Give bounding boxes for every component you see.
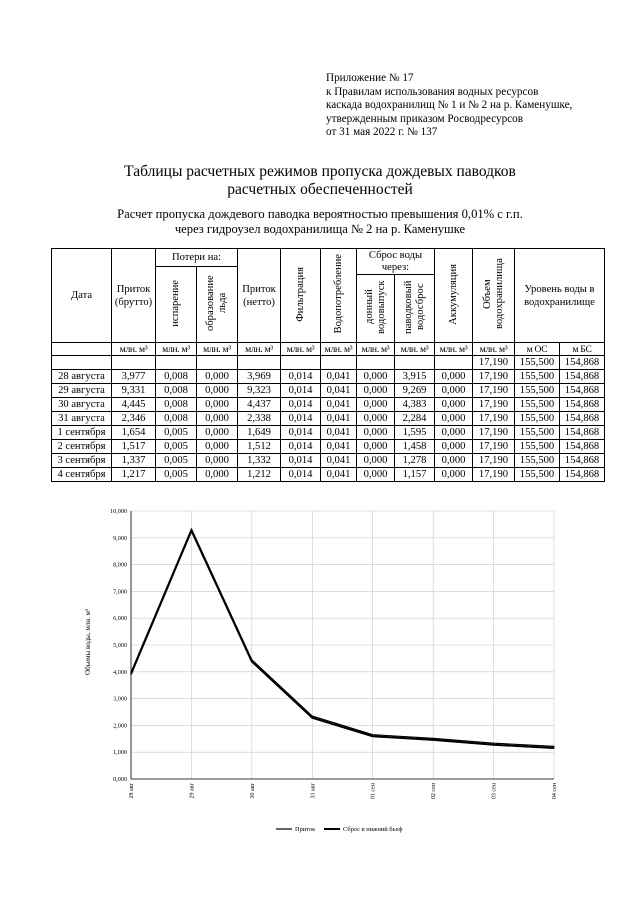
row-value-cell: 0,000 <box>357 412 395 426</box>
data-point <box>553 746 554 747</box>
row-value-cell: 155,500 <box>515 468 560 482</box>
unit-cell: млн. м³ <box>238 343 281 356</box>
table-row <box>52 440 605 454</box>
row-value-cell: 1,157 <box>395 468 435 482</box>
unit-cell: млн. м³ <box>197 343 238 356</box>
row-value-cell: 0,000 <box>435 426 473 440</box>
row-value-cell: 4,437 <box>238 398 281 412</box>
chart-grid <box>131 511 554 779</box>
chart-axes <box>110 508 558 799</box>
data-point <box>493 743 494 744</box>
row-value-cell: 0,000 <box>357 384 395 398</box>
row-value-cell: 0,005 <box>156 440 197 454</box>
flood-table <box>51 248 605 482</box>
row-value-cell: 0,000 <box>435 468 473 482</box>
row-value-cell: 1,212 <box>238 468 281 482</box>
row-value-cell: 0,014 <box>281 440 321 454</box>
row-value-cell: 155,500 <box>515 440 560 454</box>
row-value-cell: 154,868 <box>560 412 605 426</box>
row-value-cell: 0,041 <box>321 384 357 398</box>
row-value-cell: 0,041 <box>321 454 357 468</box>
row-value-cell: 0,014 <box>281 426 321 440</box>
row-value-cell: 155,500 <box>515 384 560 398</box>
row-value-cell: 0,041 <box>321 468 357 482</box>
unit-cell: млн. м³ <box>435 343 473 356</box>
row-value-cell: 155,500 <box>515 426 560 440</box>
y-tick-label: 6,000 <box>113 615 127 623</box>
unit-cell: млн. м³ <box>473 343 515 356</box>
row-value-cell: 0,008 <box>156 370 197 384</box>
row-value-cell: 0,000 <box>435 412 473 426</box>
row-value-cell: 154,868 <box>560 426 605 440</box>
row-value-cell: 0,000 <box>357 468 395 482</box>
appendix-line: каскада водохранилищ № 1 и № 2 на р. Каменушке, <box>326 99 573 112</box>
row-date-cell: 1 сентября <box>52 426 112 440</box>
row-value-cell: 154,868 <box>560 398 605 412</box>
appendix-note <box>326 72 626 140</box>
header-evaporation <box>156 267 197 343</box>
header-level: Уровень воды в водохранилище <box>515 249 605 343</box>
series-line-discharge <box>131 531 554 748</box>
x-tick-label: 31 авг <box>310 783 317 799</box>
y-tick-label: 2,000 <box>113 722 127 730</box>
row-value-cell: 0,000 <box>357 370 395 384</box>
row-value-cell: 9,323 <box>238 384 281 398</box>
row-value-cell: 0,041 <box>321 440 357 454</box>
row-date-cell: 31 августа <box>52 412 112 426</box>
row-value-cell: 0,008 <box>156 398 197 412</box>
appendix-line: Приложение № 17 <box>326 72 414 84</box>
header-evaporation-label: испарение <box>170 279 181 327</box>
header-bottom-outlet <box>357 275 395 343</box>
data-point <box>130 673 131 674</box>
row-value-cell: 0,000 <box>435 398 473 412</box>
row-value-cell: 0,041 <box>321 426 357 440</box>
row-value-cell: 155,500 <box>515 370 560 384</box>
row-value-cell: 0,014 <box>281 370 321 384</box>
row-value-cell: 0,000 <box>435 370 473 384</box>
header-filtration <box>281 249 321 343</box>
row-value-cell: 1,458 <box>395 440 435 454</box>
row-value-cell: 17,190 <box>473 426 515 440</box>
x-tick-label: 04 сен <box>552 783 558 800</box>
row-value-cell: 2,346 <box>112 412 156 426</box>
row-value-cell: 0,005 <box>156 426 197 440</box>
chart-legend <box>276 826 403 833</box>
header-volume <box>473 249 515 343</box>
data-point <box>251 661 252 662</box>
row-value-cell: 1,278 <box>395 454 435 468</box>
unit-cell: млн. м³ <box>281 343 321 356</box>
row-value-cell: 154,868 <box>560 384 605 398</box>
table-caption <box>0 207 640 237</box>
row-value-cell: 3,915 <box>395 370 435 384</box>
row-value-cell: 2,284 <box>395 412 435 426</box>
row-value-cell: 1,654 <box>112 426 156 440</box>
row-value-cell: 154,868 <box>560 468 605 482</box>
table-body <box>52 370 605 482</box>
row-value-cell: 1,595 <box>395 426 435 440</box>
row-value-cell: 17,190 <box>473 384 515 398</box>
initial-level-os: 155,500 <box>515 356 560 370</box>
row-date-cell: 30 августа <box>52 398 112 412</box>
row-value-cell: 17,190 <box>473 398 515 412</box>
y-tick-label: 7,000 <box>113 588 127 596</box>
x-tick-label: 30 авг <box>249 783 256 799</box>
data-point <box>433 739 434 740</box>
row-date-cell: 29 августа <box>52 384 112 398</box>
row-value-cell: 1,217 <box>112 468 156 482</box>
row-value-cell: 0,005 <box>156 454 197 468</box>
y-tick-label: 1,000 <box>113 749 127 757</box>
header-discharge: Сброс воды через: <box>357 249 435 275</box>
row-value-cell: 17,190 <box>473 440 515 454</box>
y-tick-label: 4,000 <box>113 668 127 676</box>
row-value-cell: 0,000 <box>357 426 395 440</box>
legend-label: Сброс в нижний бьеф <box>343 826 403 833</box>
unit-cell: млн. м³ <box>357 343 395 356</box>
row-value-cell: 17,190 <box>473 370 515 384</box>
flood-chart <box>84 500 566 840</box>
unit-cell: млн. м³ <box>321 343 357 356</box>
unit-cell: млн. м³ <box>395 343 435 356</box>
row-value-cell: 17,190 <box>473 412 515 426</box>
row-value-cell: 0,000 <box>435 384 473 398</box>
row-value-cell: 154,868 <box>560 440 605 454</box>
document-title-line1: Таблицы расчетных режимов пропуска дождевых паводков <box>124 163 516 180</box>
row-date-cell: 28 августа <box>52 370 112 384</box>
initial-volume: 17,190 <box>473 356 515 370</box>
header-spillway <box>395 275 435 343</box>
row-value-cell: 0,041 <box>321 398 357 412</box>
header-consumption <box>321 249 357 343</box>
row-value-cell: 0,000 <box>197 440 238 454</box>
header-spillway-label: паводковый водосброс <box>402 280 426 334</box>
row-value-cell: 0,041 <box>321 412 357 426</box>
table-row <box>52 426 605 440</box>
y-tick-label: 5,000 <box>113 642 127 649</box>
table-row <box>52 454 605 468</box>
y-tick-label: 0,000 <box>113 776 127 783</box>
row-value-cell: 154,868 <box>560 454 605 468</box>
series-line-inflow <box>131 529 554 746</box>
data-point <box>553 747 554 748</box>
x-tick-label: 03 сен <box>491 783 498 800</box>
initial-level-bs: 154,868 <box>560 356 605 370</box>
table-row <box>52 412 605 426</box>
y-axis-label: Объемы воды, млн. м³ <box>84 608 92 676</box>
header-consumption-label: Водопотребление <box>332 254 344 334</box>
data-point <box>312 717 313 718</box>
row-value-cell: 155,500 <box>515 398 560 412</box>
header-filtration-label: Фильтрация <box>294 266 306 322</box>
row-value-cell: 0,005 <box>156 468 197 482</box>
table-row <box>52 370 605 384</box>
row-value-cell: 0,014 <box>281 468 321 482</box>
row-value-cell: 0,000 <box>197 454 238 468</box>
appendix-line: к Правилам использования водных ресурсов <box>326 85 539 98</box>
table-caption-line2: через гидроузел водохранилища № 2 на р. Каменушке <box>174 222 466 236</box>
header-accumulation-label: Аккумуляция <box>447 263 459 325</box>
x-tick-label: 01 сен <box>370 783 377 800</box>
data-point <box>493 744 494 745</box>
row-value-cell: 154,868 <box>560 370 605 384</box>
row-value-cell: 0,000 <box>435 454 473 468</box>
table-row <box>52 398 605 412</box>
row-value-cell: 0,000 <box>197 412 238 426</box>
document-title <box>0 163 640 199</box>
units-cell-empty <box>52 343 112 356</box>
row-value-cell: 0,014 <box>281 384 321 398</box>
unit-cell: м БС <box>560 343 605 356</box>
x-tick-label: 28 авг <box>129 783 135 799</box>
row-value-cell: 0,000 <box>435 440 473 454</box>
row-value-cell: 9,331 <box>112 384 156 398</box>
row-value-cell: 0,000 <box>197 426 238 440</box>
header-ice <box>197 267 238 343</box>
header-accumulation <box>435 249 473 343</box>
row-value-cell: 1,517 <box>112 440 156 454</box>
header-ice-label: образование льда <box>205 275 228 331</box>
row-date-cell: 2 сентября <box>52 440 112 454</box>
y-tick-label: 8,000 <box>113 561 127 569</box>
row-value-cell: 155,500 <box>515 412 560 426</box>
row-value-cell: 0,000 <box>357 454 395 468</box>
initial-row <box>52 356 605 370</box>
row-value-cell: 17,190 <box>473 468 515 482</box>
row-value-cell: 2,338 <box>238 412 281 426</box>
legend-label: Приток <box>295 826 316 833</box>
row-value-cell: 0,000 <box>357 440 395 454</box>
row-value-cell: 3,977 <box>112 370 156 384</box>
row-value-cell: 9,269 <box>395 384 435 398</box>
row-value-cell: 0,000 <box>357 398 395 412</box>
row-value-cell: 155,500 <box>515 454 560 468</box>
header-date: Дата <box>52 249 112 343</box>
y-tick-label: 10,000 <box>109 508 127 515</box>
y-tick-label: 9,000 <box>113 534 127 542</box>
row-value-cell: 0,014 <box>281 454 321 468</box>
row-value-cell: 17,190 <box>473 454 515 468</box>
unit-cell: м ОС <box>515 343 560 356</box>
data-point <box>372 736 373 737</box>
appendix-line: утвержденным приказом Росводресурсов <box>326 112 524 125</box>
row-value-cell: 0,000 <box>197 398 238 412</box>
data-point <box>433 738 434 739</box>
row-value-cell: 1,649 <box>238 426 281 440</box>
y-tick-label: 3,000 <box>113 695 127 703</box>
row-value-cell: 0,000 <box>197 468 238 482</box>
row-value-cell: 0,008 <box>156 412 197 426</box>
row-date-cell: 4 сентября <box>52 468 112 482</box>
unit-cell: млн. м³ <box>112 343 156 356</box>
data-point <box>191 530 192 531</box>
header-inflow-gross: Приток (брутто) <box>112 249 156 343</box>
unit-cell: млн. м³ <box>156 343 197 356</box>
data-point <box>191 528 192 529</box>
table-caption-line1: Расчет пропуска дождевого паводка вероятностью превышения 0,01% с г.п. <box>117 207 523 221</box>
row-value-cell: 0,041 <box>321 370 357 384</box>
table-row <box>52 468 605 482</box>
chart-series <box>130 528 554 748</box>
row-value-cell: 1,332 <box>238 454 281 468</box>
row-value-cell: 4,383 <box>395 398 435 412</box>
row-value-cell: 0,014 <box>281 412 321 426</box>
header-inflow-net: Приток (нетто) <box>238 249 281 343</box>
table-row <box>52 384 605 398</box>
row-value-cell: 1,337 <box>112 454 156 468</box>
row-value-cell: 0,000 <box>197 384 238 398</box>
row-value-cell: 1,512 <box>238 440 281 454</box>
header-bottom-outlet-label: донный водовыпуск <box>363 280 387 334</box>
row-value-cell: 0,000 <box>197 370 238 384</box>
x-tick-label: 29 авг <box>189 783 196 799</box>
header-volume-label: Объем водохранилища <box>481 258 505 330</box>
header-losses: Потери на: <box>156 249 238 267</box>
row-date-cell: 3 сентября <box>52 454 112 468</box>
x-tick-label: 02 сен <box>431 783 438 800</box>
appendix-line: от 31 мая 2022 г. № 137 <box>326 126 438 139</box>
document-title-line2: расчетных обеспеченностей <box>227 181 413 198</box>
row-value-cell: 3,969 <box>238 370 281 384</box>
units-row <box>52 343 605 356</box>
row-value-cell: 0,014 <box>281 398 321 412</box>
row-value-cell: 0,008 <box>156 384 197 398</box>
row-value-cell: 4,445 <box>112 398 156 412</box>
